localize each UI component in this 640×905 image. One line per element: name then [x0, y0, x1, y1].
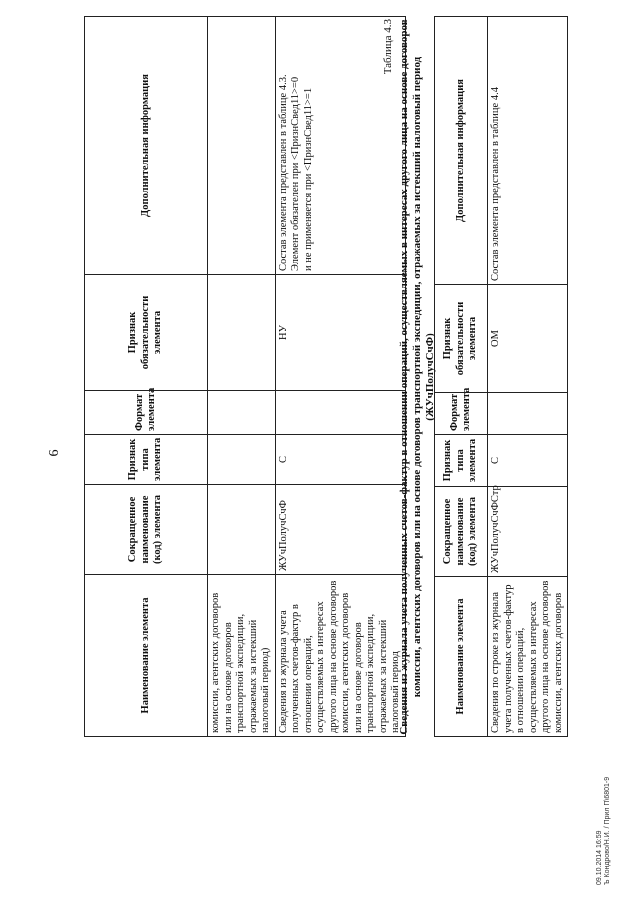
header-additional-info: Дополнительная информация	[435, 17, 488, 285]
page-number: 6	[47, 449, 62, 457]
table-header-row	[85, 17, 208, 737]
table-4-3	[434, 16, 568, 737]
cell-format	[488, 393, 568, 435]
header-element-format: Формат элемента	[85, 391, 208, 435]
header-additional-info: Дополнительная информация	[85, 17, 208, 275]
cell-code-empty	[208, 485, 276, 575]
stamp-line-1: 09.10.2014 16:59	[596, 830, 603, 885]
cell-name-continued: комиссии, агентских договоров или на основе договоров транспортной экспедиции, отражаемых за истекший налоговый период)	[208, 575, 276, 737]
cell-code: ЖУчПолучСчФ	[275, 485, 405, 575]
table-row	[488, 17, 568, 737]
header-element-format: Формат элемента	[435, 393, 488, 435]
table-caption: Таблица 4.3	[382, 19, 394, 75]
cell-name: Сведения по строке из журнала учета полученных счетов-фактур в отношении операций, осуществляемых в интересах другого лица на основе договоров комиссии, агентских договоров	[488, 577, 568, 737]
cell-format-empty	[208, 391, 276, 435]
cell-info: Состав элемента представлен в таблице 4.3. Элемент обязателен при <ПризнСвед11>=0 и не применяется при <ПризнСвед11>=1	[275, 17, 405, 275]
stamp-line-2: Ъ Кондрово/Н.И. / Прил П\6801-9	[604, 776, 611, 885]
cell-info-empty	[208, 17, 276, 275]
footer-stamp	[596, 777, 612, 885]
cell-type-empty	[208, 435, 276, 485]
header-element-code: Сокращенное наименование (код) элемента	[85, 485, 208, 575]
cell-required-empty	[208, 275, 276, 391]
table-title: Сведения из журнала учета полученных счетов-фактур в отношении операций, осуществляемых в интересах другого лица на основе договоров комиссии, агентских договоров или на основе договоров транспортной экспедиции, отражаемых за истекший налоговый период (ЖУчПолучСчФ)	[398, 19, 436, 735]
cell-name: Сведения из журнала учета полученных счетов-фактур в отношении операций, осуществляемых в интересах другого лица на основе договоров комиссии, агентских договоров или на основе договоров транспортной экспедиции, отражаемых за истекший налоговый период	[275, 575, 405, 737]
header-element-name: Наименование элемента	[85, 575, 208, 737]
header-element-name: Наименование элемента	[435, 577, 488, 737]
cell-required: ОМ	[488, 285, 568, 393]
header-element-code: Сокращенное наименование (код) элемента	[435, 487, 488, 577]
header-element-required: Признак обязательности элемента	[435, 285, 488, 393]
table-row	[208, 17, 276, 737]
header-element-type: Признак типа элемента	[85, 435, 208, 485]
cell-required: НУ	[275, 275, 405, 391]
table-header-row	[435, 17, 488, 737]
header-element-type: Признак типа элемента	[435, 435, 488, 487]
table-4-2-continuation	[84, 16, 406, 737]
cell-type: С	[488, 435, 568, 487]
cell-code: ЖУчПолучСчФСтр	[488, 487, 568, 577]
header-element-required: Признак обязательности элемента	[85, 275, 208, 391]
cell-type: С	[275, 435, 405, 485]
cell-info: Состав элемента представлен в таблице 4.4	[488, 17, 568, 285]
